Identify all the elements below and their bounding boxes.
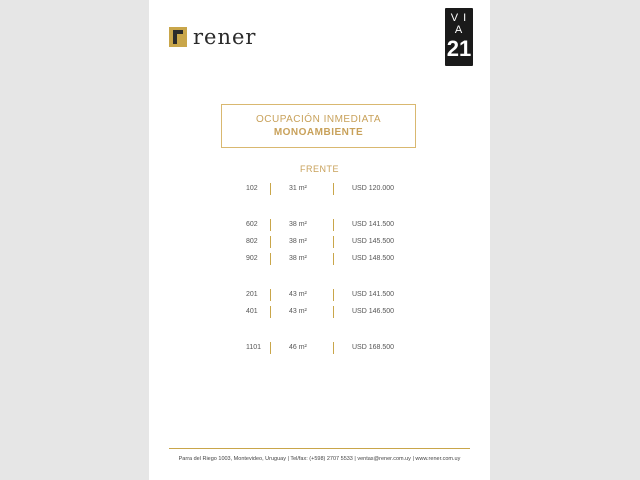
column-separator bbox=[270, 236, 271, 248]
unit-row bbox=[149, 183, 490, 197]
title-line1: OCUPACIÓN INMEDIATA bbox=[255, 114, 382, 125]
unit-number: 201 bbox=[246, 291, 258, 298]
unit-area: 31 m² bbox=[289, 185, 307, 192]
footer-contact: Parra del Riego 1003, Montevideo, Uruguay | Tel/fax: (+598) 2707 5533 | ventas@rener.com.uy | www.rener.com.uy bbox=[178, 456, 461, 462]
unit-price: USD 146.500 bbox=[352, 308, 395, 315]
unit-price: USD 145.500 bbox=[352, 238, 395, 245]
unit-row bbox=[149, 289, 490, 303]
via21-badge bbox=[445, 8, 473, 66]
unit-row bbox=[149, 236, 490, 250]
unit-area: 38 m² bbox=[289, 255, 307, 262]
column-separator bbox=[333, 219, 334, 231]
badge-top-text: V I A bbox=[450, 12, 468, 36]
badge-number: 21 bbox=[446, 36, 472, 61]
column-separator bbox=[333, 306, 334, 318]
column-separator bbox=[333, 253, 334, 265]
unit-area: 43 m² bbox=[289, 308, 307, 315]
section-label: FRENTE bbox=[300, 164, 339, 174]
column-separator bbox=[333, 236, 334, 248]
column-separator bbox=[333, 289, 334, 301]
unit-number: 802 bbox=[246, 238, 258, 245]
logo-text: rener bbox=[193, 25, 257, 49]
unit-price: USD 168.500 bbox=[352, 344, 395, 351]
unit-number: 102 bbox=[246, 185, 258, 192]
column-separator bbox=[270, 183, 271, 195]
rener-logo bbox=[169, 26, 256, 48]
unit-number: 1101 bbox=[246, 344, 262, 351]
unit-price: USD 148.500 bbox=[352, 255, 395, 262]
column-separator bbox=[270, 253, 271, 265]
column-separator bbox=[270, 306, 271, 318]
unit-area: 38 m² bbox=[289, 221, 307, 228]
unit-area: 38 m² bbox=[289, 238, 307, 245]
title-line2: MONOAMBIENTE bbox=[273, 127, 364, 138]
unit-price: USD 141.500 bbox=[352, 221, 395, 228]
unit-area: 46 m² bbox=[289, 344, 307, 351]
title-box bbox=[221, 104, 416, 148]
column-separator bbox=[270, 289, 271, 301]
column-separator bbox=[333, 183, 334, 195]
column-separator bbox=[270, 342, 271, 354]
unit-number: 602 bbox=[246, 221, 258, 228]
document-sheet bbox=[149, 0, 490, 480]
unit-area: 43 m² bbox=[289, 291, 307, 298]
unit-row bbox=[149, 253, 490, 267]
unit-row bbox=[149, 219, 490, 233]
unit-price: USD 120.000 bbox=[352, 185, 395, 192]
unit-row bbox=[149, 342, 490, 356]
unit-row bbox=[149, 306, 490, 320]
column-separator bbox=[333, 342, 334, 354]
footer-divider bbox=[169, 448, 470, 449]
unit-number: 902 bbox=[246, 255, 258, 262]
unit-price: USD 141.500 bbox=[352, 291, 395, 298]
unit-number: 401 bbox=[246, 308, 258, 315]
column-separator bbox=[270, 219, 271, 231]
rener-logo-mark-icon bbox=[169, 27, 187, 47]
